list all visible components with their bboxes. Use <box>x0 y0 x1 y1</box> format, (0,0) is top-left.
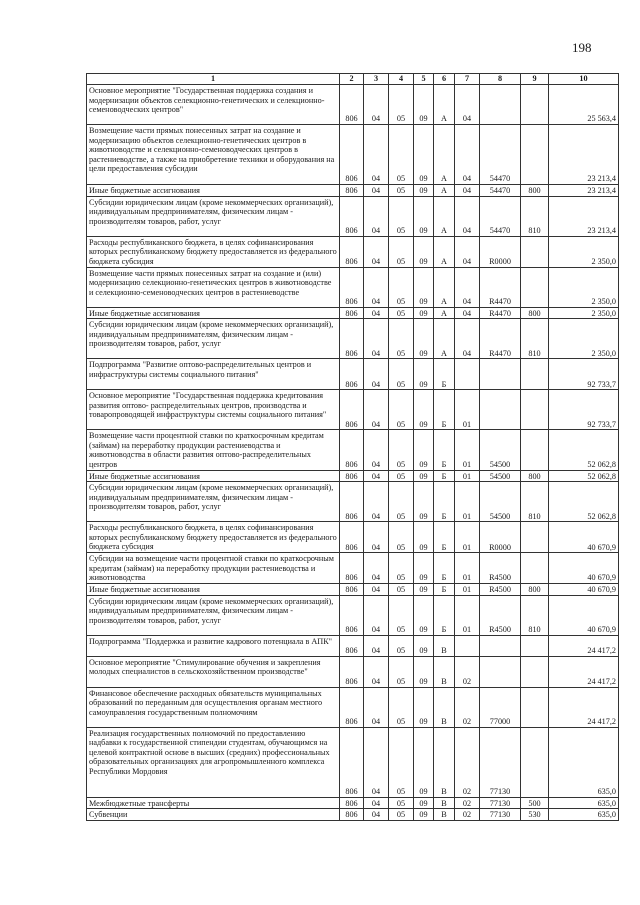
row-code-c7: 01 <box>455 522 480 553</box>
row-amount: 52 062,8 <box>549 470 619 482</box>
row-code-c7 <box>455 635 480 656</box>
row-code-c6: В <box>434 687 455 727</box>
row-code-c9 <box>521 687 549 727</box>
row-code-c8: 54500 <box>480 470 521 482</box>
row-amount: 23 213,4 <box>549 185 619 197</box>
row-code-c5: 09 <box>414 809 434 821</box>
row-code-c9 <box>521 125 549 185</box>
row-name: Возмещение части прямых понесенных затрат на создание и (или) модернизацию селекционно-генетических центров в животноводстве и селекционно-семеноводческих центров в растениеводстве <box>87 267 340 307</box>
row-code-c2: 806 <box>340 430 364 470</box>
row-name: Субсидии юридическим лицам (кроме некоммерческих организаций), индивидуальным предпринимателям, физическим лицам - производителям товаров, работ, услуг <box>87 482 340 522</box>
row-code-c6: Б <box>434 470 455 482</box>
row-code-c7: 01 <box>455 470 480 482</box>
row-amount: 52 062,8 <box>549 430 619 470</box>
row-code-c5: 09 <box>414 656 434 687</box>
row-code-c8: R0000 <box>480 522 521 553</box>
row-amount: 24 417,2 <box>549 687 619 727</box>
header-cell: 7 <box>455 74 480 85</box>
row-code-c3: 04 <box>364 635 389 656</box>
header-cell: 1 <box>87 74 340 85</box>
row-code-c2: 806 <box>340 522 364 553</box>
header-cell: 9 <box>521 74 549 85</box>
row-code-c2: 806 <box>340 656 364 687</box>
table-row <box>87 196 619 236</box>
row-code-c2: 806 <box>340 85 364 125</box>
row-code-c7: 04 <box>455 185 480 197</box>
row-name: Подпрограмма "Развитие оптово-распределительных центров и инфраструктуры системы социального питания" <box>87 359 340 390</box>
row-name: Реализация государственных полномочий по предоставлению надбавки к государственной стипендии студентам, обучающимся на целевой контрактной основе в высших (средних) профессиональных образовательных организациях для агропромышленного комплекса Республики Мордовия <box>87 727 340 797</box>
row-code-c7: 02 <box>455 687 480 727</box>
row-code-c8: R4500 <box>480 595 521 635</box>
row-amount: 92 733,7 <box>549 359 619 390</box>
table-row <box>87 727 619 797</box>
header-cell: 6 <box>434 74 455 85</box>
row-code-c6: Б <box>434 595 455 635</box>
table-row <box>87 553 619 584</box>
budget-table <box>86 73 619 821</box>
row-code-c3: 04 <box>364 125 389 185</box>
row-code-c5: 09 <box>414 430 434 470</box>
row-code-c4: 05 <box>389 809 414 821</box>
row-code-c5: 09 <box>414 359 434 390</box>
row-code-c4: 05 <box>389 656 414 687</box>
row-code-c2: 806 <box>340 583 364 595</box>
table-row <box>87 307 619 319</box>
row-code-c2: 806 <box>340 635 364 656</box>
row-code-c2: 806 <box>340 595 364 635</box>
row-code-c6: А <box>434 125 455 185</box>
header-cell: 8 <box>480 74 521 85</box>
row-code-c4: 05 <box>389 687 414 727</box>
row-code-c5: 09 <box>414 583 434 595</box>
row-code-c8: R0000 <box>480 236 521 267</box>
row-code-c3: 04 <box>364 797 389 809</box>
row-code-c9 <box>521 553 549 584</box>
row-name: Основное мероприятие "Государственная поддержка создания и модернизации объектов селекционно-генетических и селекционно-семеноводческих центров" <box>87 85 340 125</box>
row-code-c7: 01 <box>455 583 480 595</box>
row-amount: 2 350,0 <box>549 319 619 359</box>
row-name: Иные бюджетные ассигнования <box>87 185 340 197</box>
row-code-c2: 806 <box>340 307 364 319</box>
row-code-c2: 806 <box>340 125 364 185</box>
row-code-c3: 04 <box>364 319 389 359</box>
row-code-c2: 806 <box>340 482 364 522</box>
row-code-c9 <box>521 656 549 687</box>
row-code-c5: 09 <box>414 553 434 584</box>
row-code-c9: 810 <box>521 196 549 236</box>
row-amount: 40 670,9 <box>549 583 619 595</box>
row-code-c9 <box>521 727 549 797</box>
row-code-c7: 01 <box>455 482 480 522</box>
row-code-c7: 01 <box>455 390 480 430</box>
row-code-c7 <box>455 359 480 390</box>
row-amount: 635,0 <box>549 809 619 821</box>
table-row <box>87 809 619 821</box>
row-name: Иные бюджетные ассигнования <box>87 583 340 595</box>
row-code-c8: R4500 <box>480 553 521 584</box>
row-code-c3: 04 <box>364 430 389 470</box>
row-code-c8: 77130 <box>480 809 521 821</box>
row-code-c6: В <box>434 809 455 821</box>
row-code-c4: 05 <box>389 583 414 595</box>
row-code-c7: 01 <box>455 553 480 584</box>
row-code-c3: 04 <box>364 390 389 430</box>
row-code-c6: В <box>434 656 455 687</box>
row-amount: 635,0 <box>549 727 619 797</box>
row-name: Расходы республиканского бюджета, в целях софинансирования которых республиканскому бюджету предоставляется из федерального бюджета субсидия <box>87 522 340 553</box>
row-code-c8 <box>480 635 521 656</box>
row-code-c7: 04 <box>455 85 480 125</box>
row-code-c2: 806 <box>340 185 364 197</box>
table-row <box>87 797 619 809</box>
row-code-c5: 09 <box>414 727 434 797</box>
table-row <box>87 267 619 307</box>
table-row <box>87 522 619 553</box>
row-code-c7: 04 <box>455 319 480 359</box>
row-code-c4: 05 <box>389 522 414 553</box>
row-code-c4: 05 <box>389 307 414 319</box>
row-code-c3: 04 <box>364 809 389 821</box>
row-code-c4: 05 <box>389 470 414 482</box>
row-code-c5: 09 <box>414 687 434 727</box>
row-amount: 2 350,0 <box>549 236 619 267</box>
row-code-c6: А <box>434 319 455 359</box>
row-code-c5: 09 <box>414 390 434 430</box>
row-name: Основное мероприятие "Государственная поддержка кредитования развития оптово- распределительных центров, производства и товаропроводящей инфраструктуры системы социального питания" <box>87 390 340 430</box>
row-code-c4: 05 <box>389 797 414 809</box>
row-code-c3: 04 <box>364 583 389 595</box>
row-name: Финансовое обеспечение расходных обязательств муниципальных образований по переданным для осуществления органам местного самоуправления государственным полномочиям <box>87 687 340 727</box>
row-code-c5: 09 <box>414 470 434 482</box>
row-code-c6: В <box>434 797 455 809</box>
table-row <box>87 185 619 197</box>
row-amount: 23 213,4 <box>549 196 619 236</box>
row-code-c8 <box>480 656 521 687</box>
row-code-c7: 02 <box>455 727 480 797</box>
row-code-c9: 810 <box>521 319 549 359</box>
row-code-c7: 02 <box>455 797 480 809</box>
table-row <box>87 390 619 430</box>
row-code-c8: R4470 <box>480 307 521 319</box>
row-code-c4: 05 <box>389 635 414 656</box>
row-code-c3: 04 <box>364 359 389 390</box>
row-code-c3: 04 <box>364 482 389 522</box>
row-code-c7: 01 <box>455 595 480 635</box>
table-row <box>87 125 619 185</box>
row-code-c7: 04 <box>455 236 480 267</box>
header-cell: 3 <box>364 74 389 85</box>
row-name: Возмещение части процентной ставки по краткосрочным кредитам (займам) на переработку продукции растениеводства и животноводства в области развития оптово-распределительных центров <box>87 430 340 470</box>
row-code-c3: 04 <box>364 595 389 635</box>
table-row <box>87 595 619 635</box>
table-row <box>87 470 619 482</box>
table-row <box>87 687 619 727</box>
row-code-c4: 05 <box>389 125 414 185</box>
page-number: 198 <box>572 40 592 55</box>
row-code-c4: 05 <box>389 359 414 390</box>
row-code-c3: 04 <box>364 470 389 482</box>
table-row <box>87 583 619 595</box>
row-code-c2: 806 <box>340 236 364 267</box>
row-code-c9: 810 <box>521 595 549 635</box>
row-code-c9 <box>521 522 549 553</box>
row-code-c5: 09 <box>414 797 434 809</box>
row-name: Расходы республиканского бюджета, в целях софинансирования которых республиканскому бюджету предоставляется из федерального бюджета субсидия <box>87 236 340 267</box>
row-code-c6: Б <box>434 359 455 390</box>
table-row <box>87 236 619 267</box>
row-code-c8: 54500 <box>480 430 521 470</box>
row-code-c6: А <box>434 185 455 197</box>
row-code-c4: 05 <box>389 236 414 267</box>
row-code-c3: 04 <box>364 185 389 197</box>
row-code-c5: 09 <box>414 125 434 185</box>
row-code-c6: Б <box>434 583 455 595</box>
row-code-c9 <box>521 85 549 125</box>
row-name: Иные бюджетные ассигнования <box>87 307 340 319</box>
row-code-c5: 09 <box>414 595 434 635</box>
row-name: Подпрограмма "Поддержка и развитие кадрового потенциала в АПК" <box>87 635 340 656</box>
row-code-c2: 806 <box>340 553 364 584</box>
row-amount: 24 417,2 <box>549 635 619 656</box>
row-code-c7: 01 <box>455 430 480 470</box>
row-amount: 23 213,4 <box>549 125 619 185</box>
row-code-c3: 04 <box>364 687 389 727</box>
row-code-c9: 530 <box>521 809 549 821</box>
row-code-c6: А <box>434 307 455 319</box>
row-amount: 40 670,9 <box>549 553 619 584</box>
row-amount: 2 350,0 <box>549 307 619 319</box>
row-code-c3: 04 <box>364 522 389 553</box>
row-name: Иные бюджетные ассигнования <box>87 470 340 482</box>
row-amount: 25 563,4 <box>549 85 619 125</box>
row-code-c8: 54500 <box>480 482 521 522</box>
row-code-c5: 09 <box>414 319 434 359</box>
row-code-c8: R4470 <box>480 319 521 359</box>
row-code-c3: 04 <box>364 236 389 267</box>
row-code-c7: 02 <box>455 809 480 821</box>
row-code-c3: 04 <box>364 85 389 125</box>
row-code-c2: 806 <box>340 809 364 821</box>
table-row <box>87 319 619 359</box>
row-code-c9: 800 <box>521 470 549 482</box>
row-code-c4: 05 <box>389 185 414 197</box>
row-code-c8 <box>480 359 521 390</box>
header-row <box>87 74 619 85</box>
row-code-c6: Б <box>434 553 455 584</box>
row-code-c6: Б <box>434 390 455 430</box>
row-code-c5: 09 <box>414 307 434 319</box>
row-code-c8 <box>480 85 521 125</box>
row-code-c4: 05 <box>389 430 414 470</box>
header-cell: 2 <box>340 74 364 85</box>
table-row <box>87 656 619 687</box>
row-code-c9: 800 <box>521 583 549 595</box>
row-code-c9: 800 <box>521 307 549 319</box>
row-code-c9 <box>521 267 549 307</box>
row-code-c8: 77130 <box>480 727 521 797</box>
row-code-c8: 54470 <box>480 185 521 197</box>
row-code-c8 <box>480 390 521 430</box>
row-code-c3: 04 <box>364 553 389 584</box>
row-code-c9 <box>521 635 549 656</box>
row-name: Возмещение части прямых понесенных затрат на создание и модернизацию объектов селекционно-генетических центров в животноводстве и селекционно-семеноводческих центров в растениеводстве, а также на приобретение техники и оборудования на цели предоставления субсидии <box>87 125 340 185</box>
row-code-c9 <box>521 236 549 267</box>
row-code-c7: 04 <box>455 267 480 307</box>
row-code-c8: 77000 <box>480 687 521 727</box>
row-code-c5: 09 <box>414 185 434 197</box>
row-name: Субсидии юридическим лицам (кроме некоммерческих организаций), индивидуальным предпринимателям, физическим лицам - производителям товаров, работ, услуг <box>87 196 340 236</box>
row-code-c2: 806 <box>340 470 364 482</box>
row-code-c8: 54470 <box>480 125 521 185</box>
row-code-c7: 04 <box>455 125 480 185</box>
row-code-c6: А <box>434 267 455 307</box>
header-cell: 10 <box>549 74 619 85</box>
row-code-c2: 806 <box>340 359 364 390</box>
row-name: Субсидии юридическим лицам (кроме некоммерческих организаций), индивидуальным предпринимателям, физическим лицам - производителям товаров, работ, услуг <box>87 319 340 359</box>
row-amount: 2 350,0 <box>549 267 619 307</box>
row-code-c4: 05 <box>389 553 414 584</box>
row-code-c6: Б <box>434 522 455 553</box>
row-code-c4: 05 <box>389 319 414 359</box>
row-code-c2: 806 <box>340 687 364 727</box>
row-amount: 92 733,7 <box>549 390 619 430</box>
row-code-c9: 500 <box>521 797 549 809</box>
row-code-c2: 806 <box>340 319 364 359</box>
row-code-c3: 04 <box>364 656 389 687</box>
row-code-c2: 806 <box>340 390 364 430</box>
row-code-c2: 806 <box>340 196 364 236</box>
row-code-c4: 05 <box>389 85 414 125</box>
row-code-c7: 04 <box>455 307 480 319</box>
table-row <box>87 482 619 522</box>
row-code-c9: 810 <box>521 482 549 522</box>
row-amount: 40 670,9 <box>549 522 619 553</box>
row-code-c2: 806 <box>340 727 364 797</box>
row-code-c5: 09 <box>414 522 434 553</box>
row-code-c8: R4470 <box>480 267 521 307</box>
row-code-c5: 09 <box>414 635 434 656</box>
row-code-c6: В <box>434 635 455 656</box>
row-code-c6: А <box>434 85 455 125</box>
row-code-c3: 04 <box>364 727 389 797</box>
row-code-c6: Б <box>434 430 455 470</box>
row-amount: 40 670,9 <box>549 595 619 635</box>
row-code-c6: В <box>434 727 455 797</box>
row-code-c6: Б <box>434 482 455 522</box>
row-code-c5: 09 <box>414 482 434 522</box>
row-name: Субсидии юридическим лицам (кроме некоммерческих организаций), индивидуальным предпринимателям, физическим лицам - производителям товаров, работ, услуг <box>87 595 340 635</box>
row-code-c9 <box>521 359 549 390</box>
row-code-c4: 05 <box>389 196 414 236</box>
row-code-c9 <box>521 390 549 430</box>
row-name: Субсидии на возмещение части процентной ставки по краткосрочным кредитам (займам) на переработку продукции растениеводства и животноводства <box>87 553 340 584</box>
row-code-c4: 05 <box>389 390 414 430</box>
header-cell: 5 <box>414 74 434 85</box>
row-code-c8: 54470 <box>480 196 521 236</box>
row-code-c5: 09 <box>414 236 434 267</box>
table-row <box>87 359 619 390</box>
row-code-c6: А <box>434 236 455 267</box>
row-name: Основное мероприятие "Стимулирование обучения и закрепления молодых специалистов в сельскохозяйственном производстве" <box>87 656 340 687</box>
row-code-c5: 09 <box>414 85 434 125</box>
row-code-c7: 04 <box>455 196 480 236</box>
row-amount: 52 062,8 <box>549 482 619 522</box>
row-code-c5: 09 <box>414 196 434 236</box>
row-code-c3: 04 <box>364 307 389 319</box>
row-code-c8: R4500 <box>480 583 521 595</box>
row-code-c9: 800 <box>521 185 549 197</box>
row-code-c9 <box>521 430 549 470</box>
table-row <box>87 85 619 125</box>
row-amount: 24 417,2 <box>549 656 619 687</box>
row-code-c4: 05 <box>389 727 414 797</box>
row-name: Субвенции <box>87 809 340 821</box>
row-code-c4: 05 <box>389 595 414 635</box>
row-code-c4: 05 <box>389 482 414 522</box>
row-name: Межбюджетные трансферты <box>87 797 340 809</box>
row-code-c4: 05 <box>389 267 414 307</box>
table-row <box>87 430 619 470</box>
row-amount: 635,0 <box>549 797 619 809</box>
row-code-c6: А <box>434 196 455 236</box>
row-code-c7: 02 <box>455 656 480 687</box>
header-cell: 4 <box>389 74 414 85</box>
table-row <box>87 635 619 656</box>
row-code-c2: 806 <box>340 797 364 809</box>
row-code-c2: 806 <box>340 267 364 307</box>
row-code-c5: 09 <box>414 267 434 307</box>
row-code-c3: 04 <box>364 267 389 307</box>
row-code-c8: 77130 <box>480 797 521 809</box>
row-code-c3: 04 <box>364 196 389 236</box>
